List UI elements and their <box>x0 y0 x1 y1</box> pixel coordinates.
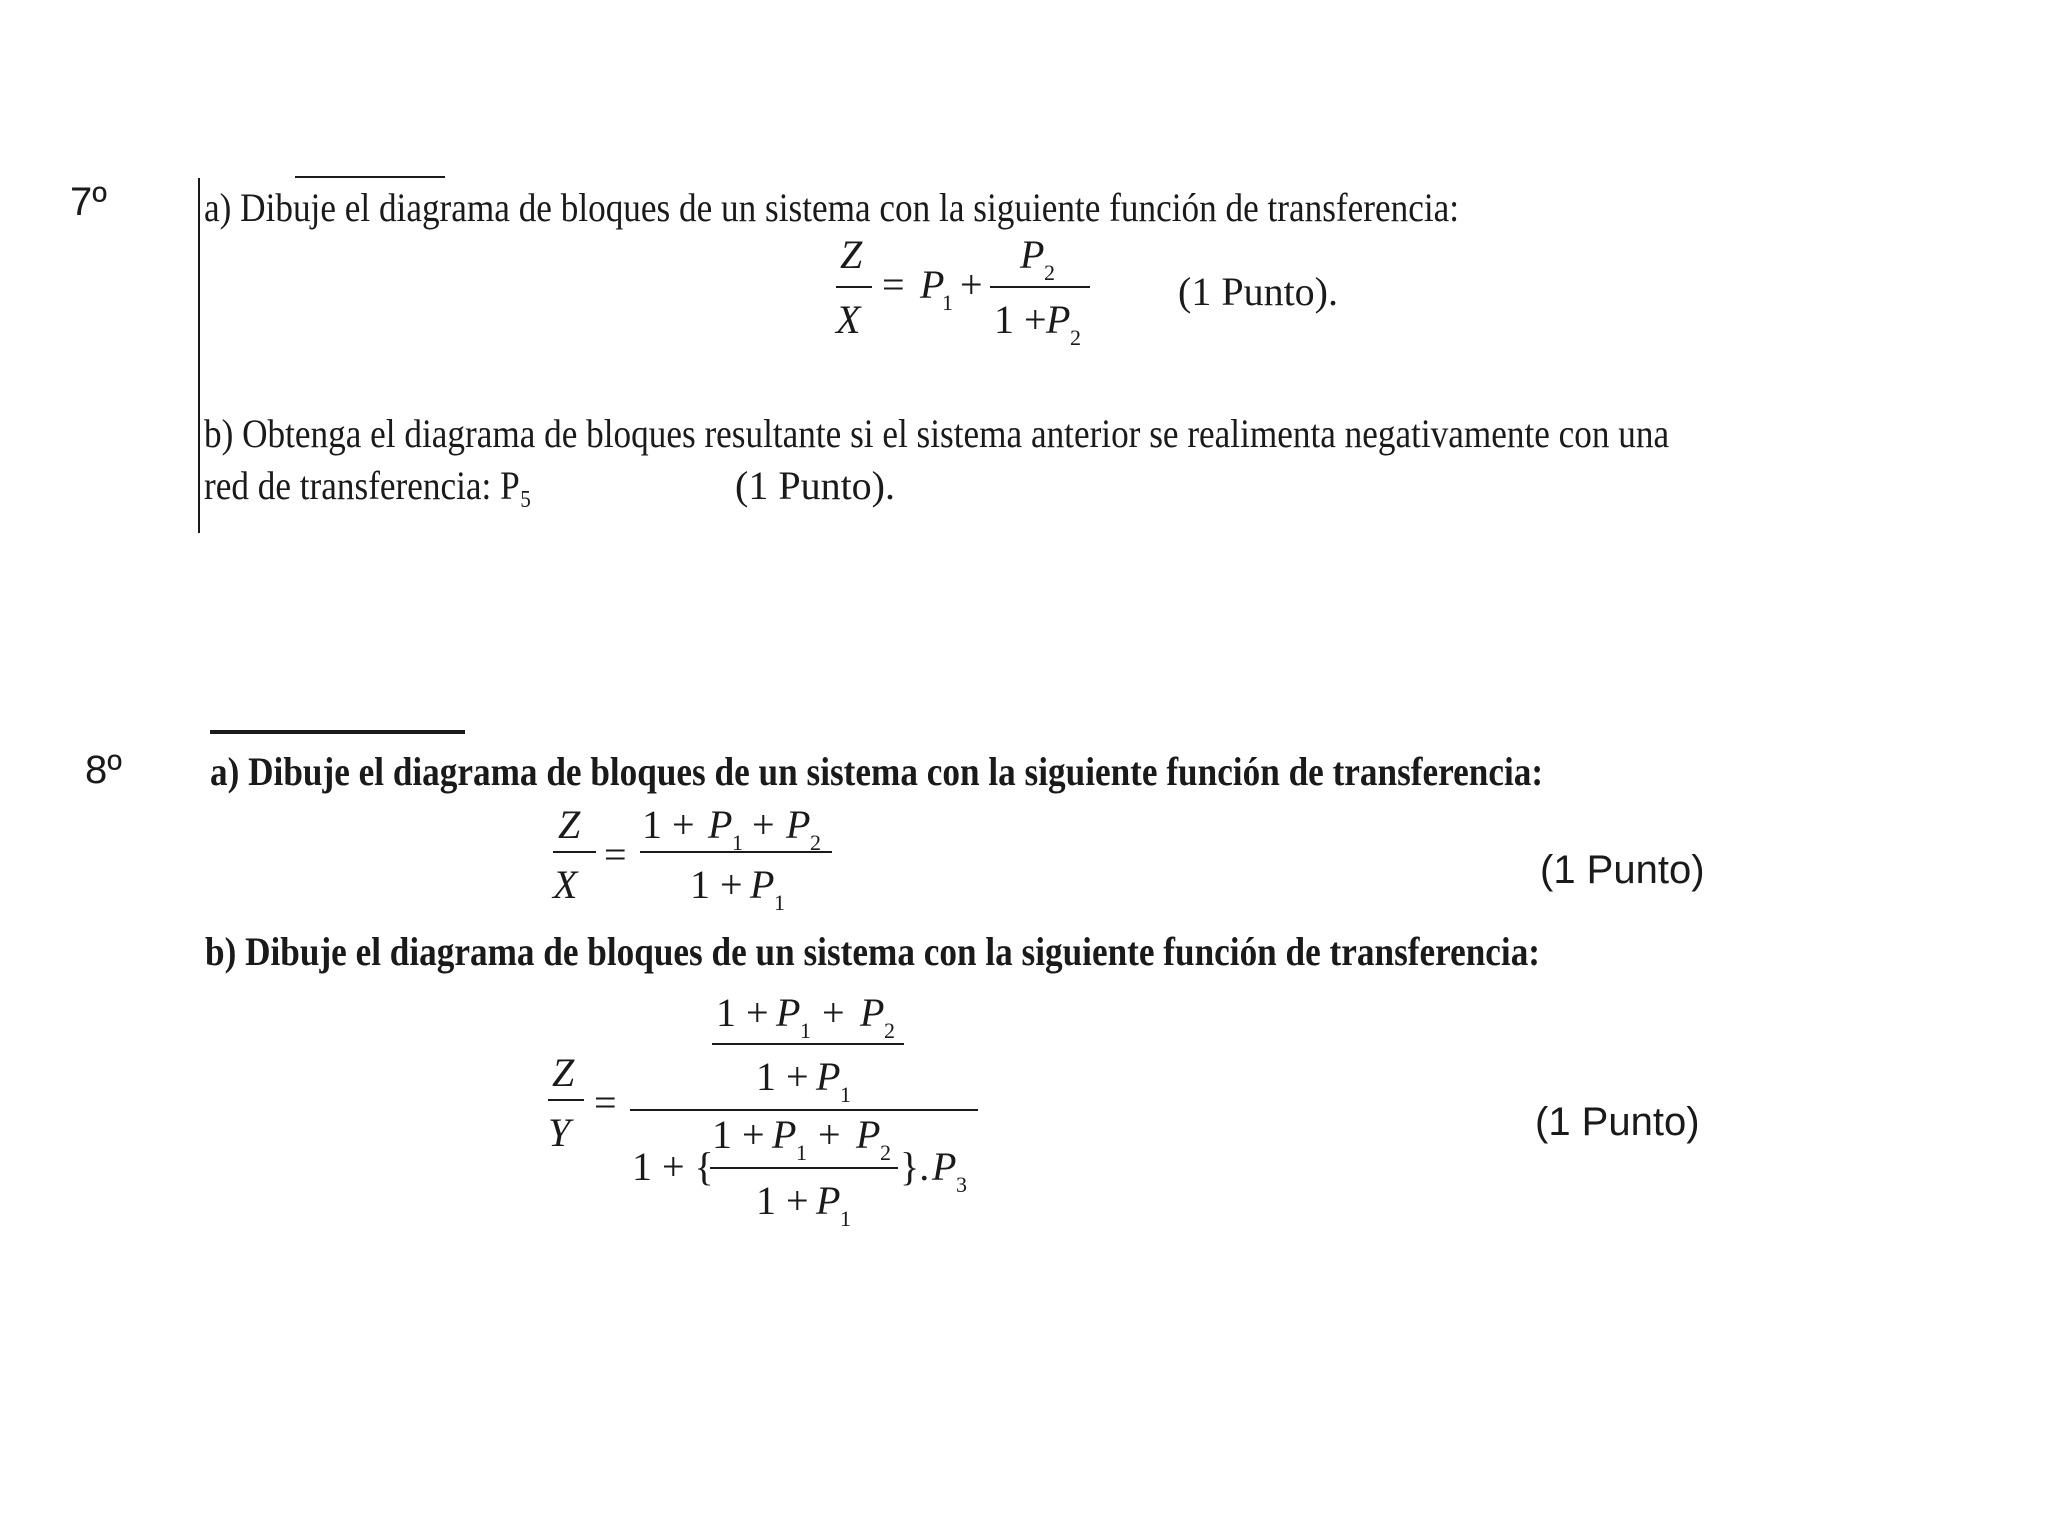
svg-text:1 +: 1 + <box>994 297 1047 342</box>
svg-text:2: 2 <box>1070 325 1081 350</box>
svg-text:=: = <box>604 832 627 877</box>
svg-text:+: + <box>960 262 983 307</box>
question-7b-line-1: b) Obtenga el diagrama de bloques resultante si el sistema anterior se realimenta negativamente con una <box>204 411 1670 456</box>
svg-text:1: 1 <box>732 830 743 855</box>
svg-text:X: X <box>553 862 578 907</box>
question-7a-text: a) Dibuje el diagrama de bloques de un sistema con la siguiente función de transferencia: <box>204 185 1460 230</box>
svg-text:}.: }. <box>900 1144 930 1189</box>
svg-text:+: + <box>822 990 845 1035</box>
svg-text:P: P <box>816 1054 841 1099</box>
svg-text:1: 1 <box>840 1206 851 1231</box>
svg-text:=: = <box>882 262 905 307</box>
question-7a-points: (1 Punto). <box>1178 269 1338 314</box>
svg-text:P: P <box>1046 297 1071 342</box>
svg-text:1 + {: 1 + { <box>632 1144 714 1189</box>
svg-text:1 +: 1 + <box>712 1112 765 1157</box>
svg-text:1 +: 1 + <box>716 990 769 1035</box>
question-8b-text: b) Dibuje el diagrama de bloques de un sistema con la siguiente función de transferencia: <box>205 929 1541 974</box>
svg-text:P: P <box>860 990 885 1035</box>
question-7b-line-2: red de transferencia: P₅ <box>204 463 532 508</box>
svg-text:P: P <box>816 1178 841 1223</box>
svg-text:1: 1 <box>800 1018 811 1043</box>
svg-text:X: X <box>836 297 861 342</box>
svg-text:2: 2 <box>810 830 821 855</box>
svg-text:1: 1 <box>942 290 953 315</box>
svg-text:+: + <box>818 1112 841 1157</box>
svg-text:2: 2 <box>1044 260 1055 285</box>
question-7-number: 7º <box>70 180 107 224</box>
svg-text:P: P <box>786 802 811 847</box>
svg-text:1 +: 1 + <box>642 802 695 847</box>
question-8a-text: a) Dibuje el diagrama de bloques de un sistema con la siguiente función de transferencia: <box>210 749 1544 794</box>
question-7b-points: (1 Punto). <box>735 463 895 508</box>
svg-text:1: 1 <box>774 890 785 915</box>
svg-text:Z: Z <box>558 802 581 847</box>
svg-text:P: P <box>1020 232 1045 277</box>
svg-text:P: P <box>856 1112 881 1157</box>
question-8b-points: (1 Punto) <box>1535 1100 1700 1144</box>
svg-text:P: P <box>920 262 945 307</box>
svg-text:P: P <box>750 862 775 907</box>
svg-text:P: P <box>776 990 801 1035</box>
svg-text:3: 3 <box>956 1172 967 1197</box>
question-8-number: 8º <box>85 748 122 792</box>
svg-text:P: P <box>708 802 733 847</box>
svg-text:Y: Y <box>548 1110 571 1155</box>
svg-text:1 +: 1 + <box>756 1178 809 1223</box>
svg-text:Z: Z <box>840 232 863 277</box>
svg-text:+: + <box>752 802 775 847</box>
svg-text:2: 2 <box>880 1140 891 1165</box>
svg-text:1: 1 <box>796 1140 807 1165</box>
svg-text:2: 2 <box>884 1018 895 1043</box>
svg-text:=: = <box>594 1080 617 1125</box>
svg-text:P: P <box>772 1112 797 1157</box>
svg-text:P: P <box>932 1144 957 1189</box>
svg-text:Z: Z <box>552 1050 575 1095</box>
svg-text:1 +: 1 + <box>756 1054 809 1099</box>
svg-text:1: 1 <box>840 1082 851 1107</box>
svg-text:1 +: 1 + <box>690 862 743 907</box>
question-8a-points: (1 Punto) <box>1540 848 1705 892</box>
